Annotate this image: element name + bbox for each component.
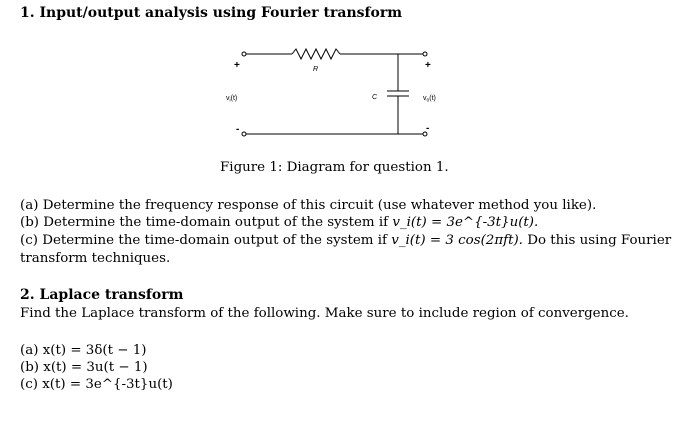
input-minus-sign: - bbox=[236, 124, 240, 135]
section2-heading: 2. Laplace transform bbox=[20, 287, 184, 303]
output-plus-sign: + bbox=[425, 60, 431, 71]
rc-circuit-diagram bbox=[0, 0, 673, 160]
input-terminal-bottom bbox=[242, 132, 246, 136]
question-1b: (b) Determine the time-domain output of the system if v_i(t) = 3e^{-3t}u(t). bbox=[20, 215, 539, 230]
section2-intro: Find the Laplace transform of the following. Make sure to include region of convergence. bbox=[20, 306, 629, 321]
question-1c: (c) Determine the time-domain output of the system if v_i(t) = 3 cos(2πft). Do this using Fourier bbox=[20, 233, 672, 248]
section1-heading: 1. Input/output analysis using Fourier transform bbox=[20, 5, 403, 21]
capacitor-label: C bbox=[372, 94, 378, 101]
question-1a: (a) Determine the frequency response of this circuit (use whatever method you like). bbox=[20, 198, 597, 213]
resistor-label: R bbox=[313, 66, 319, 73]
input-plus-sign: + bbox=[234, 60, 240, 71]
figure-caption: Figure 1: Diagram for question 1. bbox=[220, 160, 449, 175]
output-minus-sign: - bbox=[426, 123, 430, 134]
input-terminal-top bbox=[242, 52, 246, 56]
question-2a: (a) x(t) = 3δ(t − 1) bbox=[20, 343, 147, 358]
question-1c-math: v_i(t) = 3 cos(2πft). bbox=[391, 233, 523, 248]
question-2b: (b) x(t) = 3u(t − 1) bbox=[20, 360, 148, 375]
output-terminal-top bbox=[423, 52, 427, 56]
output-voltage-label: $v_o(t)$ bbox=[423, 95, 436, 104]
question-1c-line2: transform techniques. bbox=[20, 251, 171, 266]
resistor bbox=[292, 49, 340, 59]
input-voltage-label: $v_i(t)$ bbox=[226, 95, 238, 104]
question-2c: (c) x(t) = 3e^{-3t}u(t) bbox=[20, 377, 173, 392]
question-1b-math: v_i(t) = 3e^{-3t}u(t). bbox=[392, 215, 539, 230]
